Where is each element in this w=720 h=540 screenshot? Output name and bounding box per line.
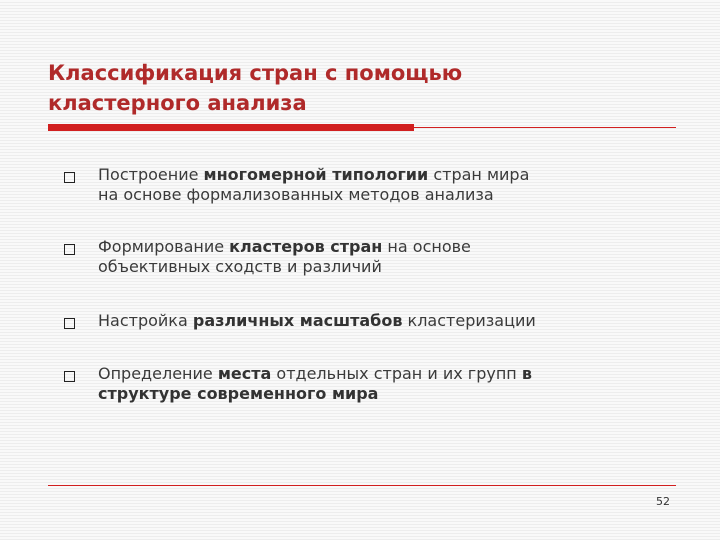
slide-title bbox=[48, 58, 648, 118]
bullet-text-bold: структуре современного мира bbox=[98, 384, 379, 403]
bullet-text-plain: Формирование bbox=[98, 237, 230, 256]
slide-title-line-1: Классификация стран с помощью bbox=[48, 61, 463, 85]
title-underline-thin bbox=[414, 127, 676, 128]
bullet-text-bold: кластеров стран bbox=[229, 237, 383, 256]
bullet-text-bold: различных масштабов bbox=[192, 311, 403, 330]
bullet-text-bold: места bbox=[217, 364, 272, 383]
bullet-text-bold: многомерной типологии bbox=[203, 165, 429, 184]
bullet-text-plain: Построение bbox=[98, 165, 204, 184]
bullet-text-plain: кластеризации bbox=[402, 311, 536, 330]
bullet-text-plain: Настройка bbox=[98, 311, 193, 330]
bullet-text-plain: стран мира bbox=[428, 165, 530, 184]
bullet-text bbox=[98, 364, 658, 404]
footer-rule bbox=[48, 485, 676, 486]
bullet-text-plain: на основе формализованных методов анализа bbox=[98, 185, 494, 204]
page-number: 52 bbox=[656, 495, 670, 508]
bullet-text bbox=[98, 237, 658, 277]
bullet-text-plain: Определение bbox=[98, 364, 218, 383]
slide-title-line-2: кластерного анализа bbox=[48, 91, 307, 115]
square-outline-icon bbox=[64, 318, 75, 329]
bullet-text-plain: объективных сходств и различий bbox=[98, 257, 382, 276]
bullet-text-plain: отдельных стран и их групп bbox=[271, 364, 522, 383]
bullet-text bbox=[98, 165, 658, 205]
title-underline-thick bbox=[48, 124, 414, 131]
square-outline-icon bbox=[64, 172, 75, 183]
bullet-text bbox=[98, 311, 658, 331]
square-outline-icon bbox=[64, 244, 75, 255]
square-outline-icon bbox=[64, 371, 75, 382]
bullet-text-plain: на основе bbox=[382, 237, 471, 256]
bullet-text-bold: в bbox=[521, 364, 532, 383]
